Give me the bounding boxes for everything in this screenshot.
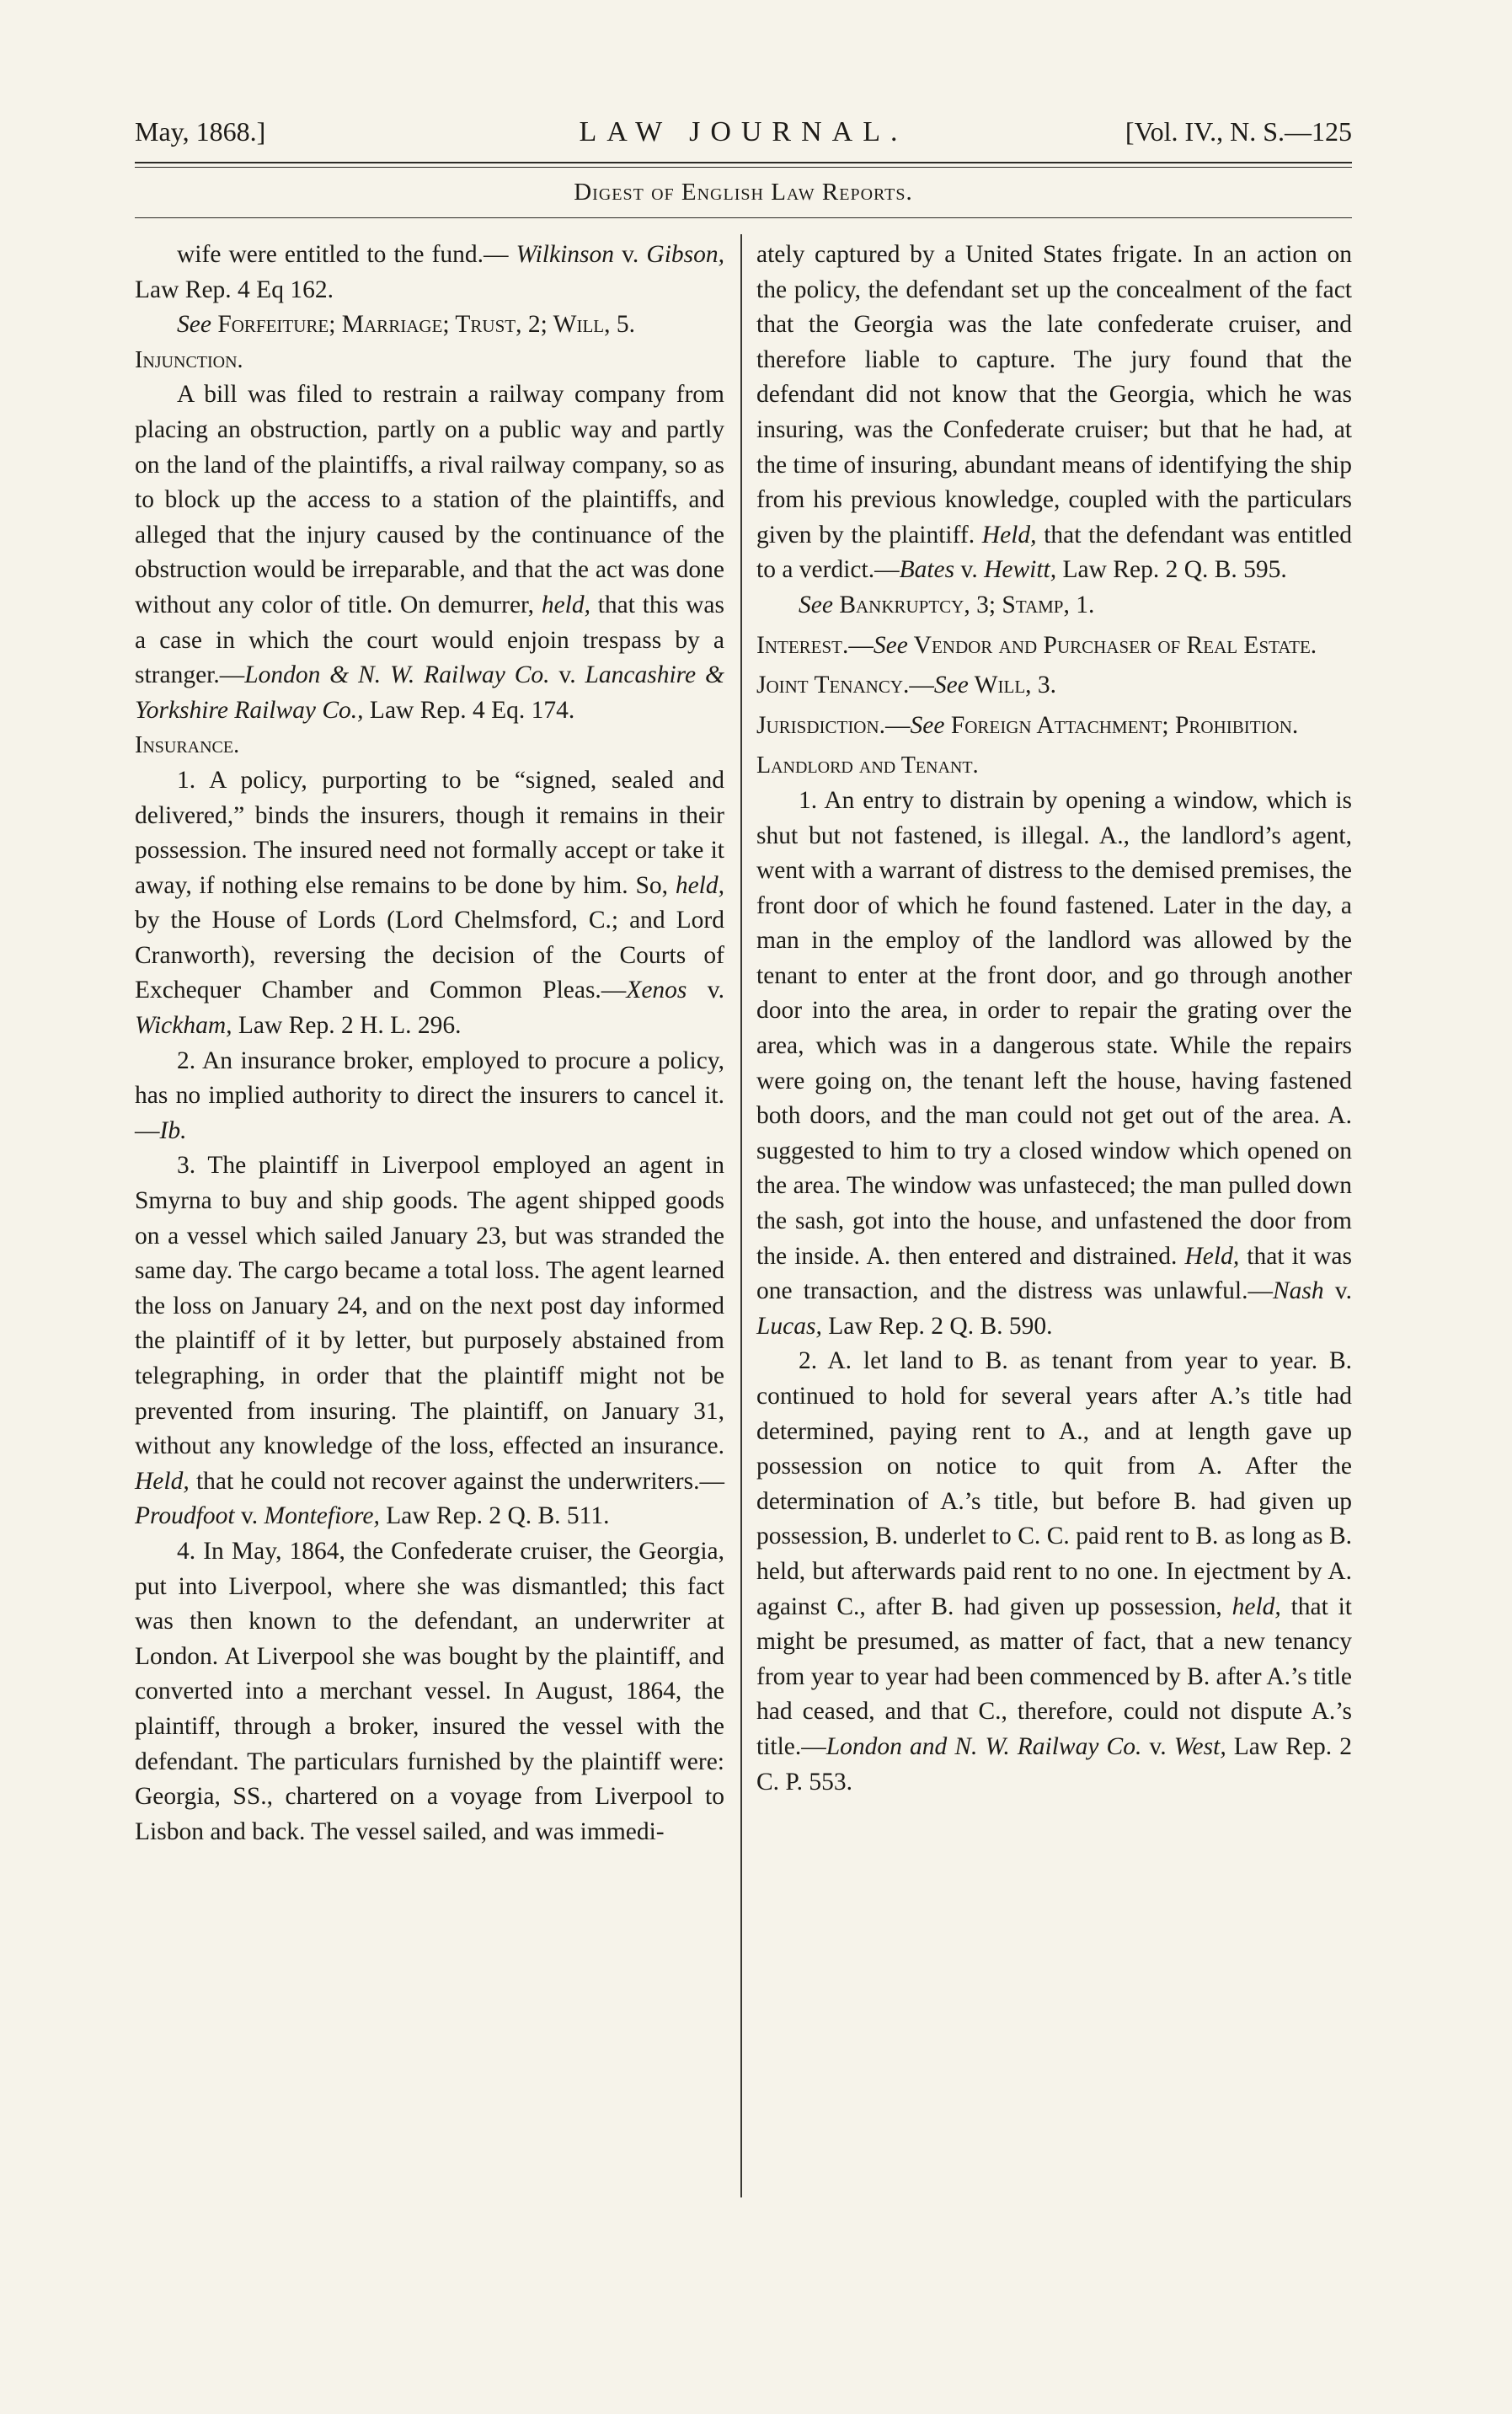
- right-column: [756, 238, 1352, 1800]
- heading-insurance: Insurance.: [135, 732, 240, 759]
- insurance-entry-4-continued: ately captured by a United States frigate. In an action on the policy, the defendant set up the concealment of the fact that the Georgia was the late confederate cruiser, and therefore liable to capture. The jury found that the defendant did not know that the Georgia, which he was insuring, was the Confederate cruiser; but that he had, at the time of insuring, abundant means of identifying the ship from his previous knowledge, coupled with the particulars given by the plaintiff. Held, that the defendant was entitled to a verdict.—Bates v. Hewitt, Law Rep. 2 Q. B. 595.: [756, 241, 1352, 584]
- running-head-date: May, 1868.]: [135, 116, 266, 147]
- running-head: [135, 116, 1352, 153]
- jurisdiction-cross-reference: Jurisdiction.—See Foreign Attachment; Prohibition.: [756, 711, 1299, 739]
- see-also-forfeiture: See Forfeiture; Marriage; Trust, 2; Will, 5.: [177, 311, 635, 339]
- insurance-entry-4: 4. In May, 1864, the Confederate cruiser, the Georgia, put into Liverpool, where she was dismantled; this fact was then known to the defendant, an underwriter at London. At Liverpool she was bought by the plaintiff, and converted into a merchant vessel. In August, 1864, the plaintiff, through a broker, insured the vessel with the defendant. The particulars furnished by the plaintiff were: Georgia, SS., chartered on a voyage from Liverpool to Lisbon and back. The vessel sailed, and was immedi-: [135, 1537, 724, 1845]
- header-rule-top: [135, 162, 1352, 163]
- interest-cross-reference: Interest.—See Vendor and Purchaser of Real Estate.: [756, 631, 1317, 659]
- journal-title: LAW JOURNAL.: [579, 116, 908, 147]
- see-also-bankruptcy: See Bankruptcy, 3; Stamp, 1.: [799, 591, 1095, 618]
- joint-tenancy-cross-reference: Joint Tenancy.—See Will, 3.: [756, 672, 1057, 699]
- volume-page-number: [Vol. IV., N. S.—125: [1125, 116, 1352, 147]
- landlord-entry-1: 1. An entry to distrain by opening a window, which is shut but not fastened, is illegal. A., the landlord’s agent, went with a warrant of distress to the demised premises, the front door of which he found fastened. Later in the day, a man in the employ of the landlord was allowed by the tenant to enter at the front door, and go through another door into the area, in order to repair the grating over the area, which was in a dangerous state. While the repairs were going on, the tenant left the house, having fastened both doors, and the man could not get out of the area. A. suggested to him to try a closed window which opened on the area. The window was unfasteced; the man pulled down the sash, got into the house, and unfastened the door from the inside. A. then entered and distrained. Held, that it was one transaction, and the distress was unlawful.—Nash v. Lucas, Law Rep. 2 Q. B. 590.: [756, 786, 1353, 1340]
- column-divider: [740, 234, 742, 2197]
- injunction-entry: A bill was filed to restrain a railway company from placing an obstruction, partly on a public way and partly on the land of the plaintiffs, a rival railway company, so as to block up the access to a station of the plaintiffs, and alleged that the injury caused by the continuance of the obstruction would be irreparable, and that the act was done without any color of title. On demurrer, held, that this was a case in which the court would enjoin trespass by a stranger.—London & N. W. Railway Co. v. Lancashire & Yorkshire Railway Co., Law Rep. 4 Eq. 174.: [135, 381, 724, 724]
- heading-landlord-and-tenant: Landlord and Tenant.: [756, 752, 979, 779]
- insurance-entry-2: 2. An insurance broker, employed to procure a policy, has no implied authority to direct the insurers to cancel it.—Ib.: [135, 1046, 724, 1144]
- wilkinson-entry: wife were entitled to the fund.— Wilkinson v. Gibson, Law Rep. 4 Eq 162.: [135, 241, 725, 303]
- insurance-entry-1: 1. A policy, purporting to be “signed, sealed and delivered,” binds the insurers, though it remains in their possession. The insured need not formally accept or take it away, if nothing else remains to be done by him. So, held, by the House of Lords (Lord Chelmsford, C.; and Lord Cranworth), reversing the decision of the Courts of Exchequer Chamber and Common Pleas.—Xenos v. Wickham, Law Rep. 2 H. L. 296.: [135, 766, 724, 1040]
- digest-subtitle: Digest of English Law Reports.: [574, 179, 913, 206]
- heading-injunction: Injunction.: [135, 346, 243, 373]
- left-column: [135, 238, 724, 1849]
- header-rule-second: [135, 167, 1352, 168]
- landlord-entry-2: 2. A. let land to B. as tenant from year to year. B. continued to hold for several years after A.’s title had determined, paying rent to A., and at length gave up possession on notice to quit from A. After the determination of A.’s title, but before B. had given up possession, B. underlet to C. C. paid rent to B. as long as B. held, but afterwards paid rent to no one. In ejectment by A. against C., after B. had given up possession, held, that it might be presumed, as matter of fact, that a new tenancy from year to year had been commenced by B. after A.’s title had ceased, and that C., therefore, could not dispute A.’s title.—London and N. W. Railway Co. v. West, Law Rep. 2 C. P. 553.: [756, 1347, 1352, 1796]
- subtitle-rule: [135, 217, 1352, 218]
- insurance-entry-3: 3. The plaintiff in Liverpool employed an agent in Smyrna to buy and ship goods. The agent shipped goods on a vessel which sailed January 23, but was stranded the same day. The cargo became a total loss. The agent learned the loss on January 24, and on the next post day informed the plaintiff of it by letter, but purposely abstained from telegraphing, in order that the plaintiff might not be prevented from insuring. The plaintiff, on January 31, without any knowledge of the loss, effected an insurance. Held, that he could not recover against the underwriters.—Proudfoot v. Montefiore, Law Rep. 2 Q. B. 511.: [135, 1152, 724, 1530]
